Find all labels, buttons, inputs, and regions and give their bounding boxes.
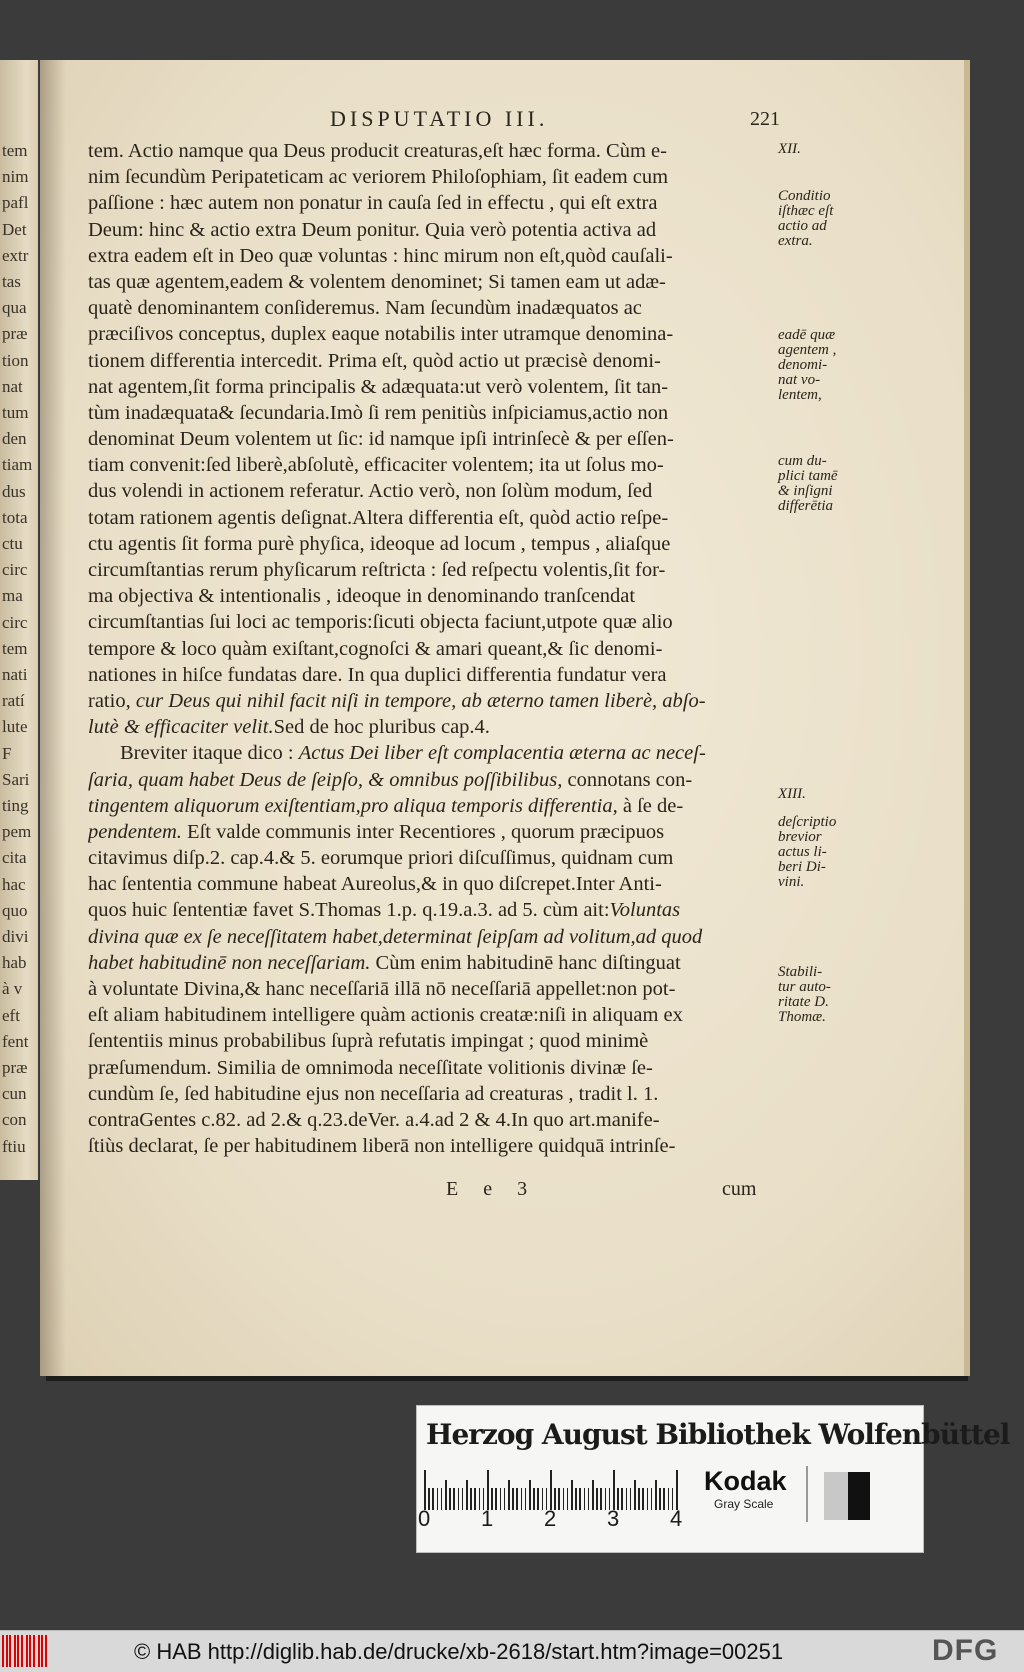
ruler-tick	[655, 1480, 657, 1510]
margin-note-line: denomi-	[778, 357, 828, 374]
left-page-fragment: pafl	[2, 193, 29, 213]
signature-mark: E e 3	[446, 1178, 538, 1200]
text-line	[88, 845, 778, 871]
body-text	[88, 138, 778, 1159]
roman-text: tas quæ agentem,eadem & volentem denominet; Si tamen eam ut adæ-	[88, 270, 666, 293]
ruler-tick	[449, 1488, 451, 1510]
text-line	[88, 321, 778, 347]
margin-note-line: lentem,	[778, 387, 822, 404]
margin-note-line: cum du-	[778, 452, 827, 469]
text-line	[88, 478, 778, 504]
margin-note	[778, 965, 831, 1025]
ruler-tick	[508, 1480, 510, 1510]
left-page-fragment: dus	[2, 481, 26, 501]
margin-note-line: brevior	[778, 829, 822, 846]
text-line	[88, 1002, 778, 1028]
ruler-tick	[584, 1488, 586, 1510]
left-page-fragment: ctu	[2, 534, 23, 553]
roman-text: totam rationem agentis deſignat.Altera differentia eſt, quòd actio reſpe-	[88, 506, 669, 529]
margin-note-line: deſcriptio	[778, 814, 837, 831]
margin-note-line: actus li-	[778, 844, 827, 861]
left-page-fragment: divi	[2, 927, 29, 946]
margin-note-line: tur auto-	[778, 978, 831, 995]
text-line	[88, 583, 778, 609]
roman-text: quos huic ſententiæ favet S.Thomas 1.p. q.19.a.3. ad 5. cùm ait:	[88, 899, 610, 922]
roman-text: tem. Actio namque qua Deus producit creaturas,eſt hæc forma. Cùm e-	[88, 140, 667, 162]
ruler-tick	[563, 1488, 565, 1510]
ruler-tick	[458, 1488, 460, 1510]
text-line	[88, 871, 778, 897]
margin-note	[778, 787, 806, 802]
roman-text: nim ſecundùm Peripateticam ac veriorem Philoſophiam, ſit eadem cum	[88, 166, 669, 189]
roman-text: citavimus diſp.2. cap.4.& 5. eorumque priori diſcuſſimus, quidnam cum	[88, 847, 674, 870]
ruler-tick	[621, 1488, 623, 1510]
text-line	[88, 1055, 778, 1081]
left-page-fragment: tota	[2, 507, 28, 527]
text-line	[88, 819, 778, 845]
margin-note-line: XIII.	[778, 785, 806, 802]
ruler-tick	[441, 1488, 443, 1510]
page-gutter	[40, 60, 66, 1376]
roman-text: præciſivos conceptus, duplex eaque notabilis inter utramque denomina-	[88, 323, 674, 346]
roman-text: tùm inadæquata& ſecundaria.Imò ſi rem penitiùs inſpiciamus,actio non	[88, 401, 669, 424]
ruler-tick	[504, 1488, 506, 1510]
ruler-tick	[676, 1470, 678, 1510]
left-page-fragment: ma	[2, 586, 23, 606]
text-line	[88, 740, 778, 766]
left-page-fragment: nat	[2, 376, 23, 396]
margin-note-line: Thomæ.	[778, 1008, 826, 1025]
text-line	[88, 531, 778, 557]
ruler-tick	[558, 1488, 560, 1510]
text-line	[88, 374, 778, 400]
ruler-tick	[659, 1488, 661, 1510]
ruler-tick	[550, 1470, 552, 1510]
ruler-tick	[462, 1488, 464, 1510]
ruler-tick	[579, 1488, 581, 1510]
ruler-tick	[466, 1480, 468, 1510]
roman-text: Deum: hinc & actio extra Deum ponitur. Quia verò potentia activa ad	[88, 218, 657, 241]
ruler-tick	[647, 1488, 649, 1510]
left-page-fragment: den	[2, 429, 27, 449]
left-page-fragment: tem	[2, 141, 28, 160]
roman-text: tiam convenit:ſed liberè,abſolutè, efficaciter volentem; ita ut ſolus mo-	[88, 454, 664, 477]
kodak-separator	[806, 1466, 808, 1522]
roman-text: ctu agentis ſit forma purè phyſica, ideoque ad locum , tempus , aliaſque	[88, 532, 671, 555]
left-page-fragment: circ	[2, 560, 28, 580]
text-line	[88, 217, 778, 243]
ruler-number: 1	[481, 1506, 494, 1531]
roman-text: ſententiis minus probabilibus ſuprà refutatis impingat ; quod minimè	[88, 1030, 649, 1053]
text-line	[88, 924, 778, 950]
italic-text: habet habitudinē non neceſſariam.	[88, 951, 371, 974]
left-page-fragment: eft	[2, 1005, 20, 1025]
roman-text: Eſt valde communis inter Recentiores , quorum præcipuos	[181, 820, 665, 843]
ruler-tick	[437, 1488, 439, 1510]
ruler-tick	[626, 1488, 628, 1510]
ruler-tick	[470, 1488, 472, 1510]
text-line	[88, 767, 778, 793]
left-page-fragment: cita	[2, 848, 27, 868]
scale-ruler	[424, 1466, 680, 1510]
text-line	[88, 609, 778, 635]
left-page-fragment: tion	[2, 350, 29, 370]
text-line	[88, 897, 778, 923]
ruler-tick	[516, 1488, 518, 1510]
left-page-edge	[0, 60, 38, 1180]
catchword: cum	[722, 1178, 757, 1200]
text-line	[88, 452, 778, 478]
roman-text: ma objectiva & intentionalis , ideoque in denominando tranſcendat	[88, 585, 636, 608]
ruler-tick	[596, 1488, 598, 1510]
roman-text: Breviter itaque dico :	[120, 742, 299, 765]
ruler-number: 0	[418, 1506, 431, 1531]
roman-text: Cùm enim habitudinē hanc diſtinguat	[370, 951, 681, 974]
ruler-tick	[424, 1470, 426, 1510]
left-page-fragment: à v	[2, 979, 23, 999]
roman-text: tempore & loco quàm exiſtant,cognoſci & amari queant,& ſic denomi-	[88, 637, 663, 660]
ruler-tick	[638, 1488, 640, 1510]
roman-text: hac ſententia commune habeat Aureolus,& in quo diſcrepet.Inter Anti-	[88, 873, 662, 896]
left-page-fragment: con	[2, 1110, 27, 1130]
ruler-tick	[432, 1488, 434, 1510]
left-page-fragment: lute	[2, 717, 28, 737]
margin-note-line: iſthæc eſt	[778, 203, 834, 220]
left-page-fragment: ratí	[2, 691, 25, 711]
text-line	[88, 793, 778, 819]
ruler-tick	[479, 1488, 481, 1510]
left-page-fragment: tiam	[2, 455, 33, 475]
text-line	[88, 243, 778, 269]
text-line	[88, 269, 778, 295]
text-line	[88, 1107, 778, 1133]
margin-note-line: nat vo-	[778, 372, 821, 389]
ruler-tick	[567, 1488, 569, 1510]
ruler-tick	[642, 1488, 644, 1510]
text-line	[88, 348, 778, 374]
margin-note-line: ritate D.	[778, 993, 829, 1010]
margin-note-line: Stabili-	[778, 963, 823, 980]
ruler-tick	[537, 1488, 539, 1510]
roman-text: connotans con-	[562, 768, 693, 791]
italic-text: tingentem aliquorum exiſtentiam,pro aliqua temporis differentia,	[88, 794, 618, 817]
text-line	[88, 976, 778, 1002]
margin-note-line: differētia	[778, 497, 833, 514]
left-page-fragment: hac	[2, 874, 26, 894]
roman-text: à ſe de-	[617, 794, 684, 817]
margin-note	[778, 189, 833, 249]
kodak-logo: Kodak	[704, 1466, 787, 1496]
roman-text: dus volendi in actionem referatur. Actio verò, non ſolùm modum, ſed	[88, 480, 653, 503]
margin-note-line: Conditio	[778, 188, 831, 205]
margin-note-line: agentem ,	[778, 342, 837, 359]
ruler-number: 4	[670, 1506, 683, 1531]
margin-note-line: & inſigni	[778, 482, 833, 499]
text-line	[88, 1081, 778, 1107]
roman-text: contraGentes c.82. ad 2.& q.23.deVer. a.4.ad 2 & 4.In quo art.manife-	[88, 1108, 660, 1131]
footer-bar	[0, 1630, 1024, 1672]
ruler-tick	[500, 1488, 502, 1510]
roman-text: cundùm ſe, ſed habitudine ejus non neceſſaria ad creaturas , tradit l. 1.	[88, 1082, 659, 1105]
text-line	[88, 400, 778, 426]
ruler-tick	[529, 1480, 531, 1510]
italic-text: Actus Dei liber eſt complacentia æterna ac neceſ-	[298, 742, 706, 765]
text-line	[88, 950, 778, 976]
left-page-fragment: præ	[2, 324, 28, 344]
left-page-fragment: pem	[2, 822, 32, 842]
library-name: Herzog August Bibliothek Wolfenbüttel	[426, 1418, 1010, 1451]
text-line	[88, 426, 778, 452]
left-page-fragment: hab	[2, 953, 27, 973]
ruler-number: 2	[544, 1506, 557, 1531]
left-page-fragment: ftiu	[2, 1136, 26, 1156]
margin-note-line: plici tamē	[778, 467, 838, 484]
ruler-tick	[445, 1480, 447, 1510]
roman-text: ſtiùs declarat, ſe per habitudinem liberā non intelligere quidquā intrinſe-	[88, 1135, 676, 1158]
text-line	[88, 1133, 778, 1159]
roman-text: à voluntate Divina,& hanc neceſſariā illā nō neceſſariā appellet:non pot-	[88, 978, 676, 1000]
margin-note-line: extra.	[778, 233, 813, 250]
ruler-tick	[592, 1480, 594, 1510]
text-line	[88, 190, 778, 216]
ruler-tick	[533, 1488, 535, 1510]
left-page-fragment: cun	[2, 1084, 27, 1104]
running-head: DISPUTATIO III.	[330, 106, 549, 131]
roman-text: Sed de hoc pluribus cap.4.	[273, 716, 490, 739]
ruler-tick	[495, 1488, 497, 1510]
roman-text: tionem differentia intercedit. Prima eſt, quòd actio ut præcisè denomi-	[88, 349, 661, 372]
italic-text: pendentem.	[88, 820, 182, 843]
margin-note	[778, 142, 801, 157]
copyright-link[interactable]: © HAB http://diglib.hab.de/drucke/xb-2618/start.htm?image=00251	[134, 1639, 784, 1664]
margin-note-line: beri Di-	[778, 859, 826, 876]
text-line	[88, 138, 778, 164]
left-page-fragment: qua	[2, 298, 27, 318]
left-page-fragment: fent	[2, 1031, 29, 1051]
left-page-fragment: tem	[2, 638, 28, 658]
left-page-fragment: nim	[2, 167, 29, 187]
italic-text: Voluntas	[609, 899, 681, 922]
italic-text: lutè & efficaciter velit.	[88, 716, 274, 739]
ruler-tick	[453, 1488, 455, 1510]
black-patch	[848, 1472, 870, 1520]
ruler-tick	[634, 1480, 636, 1510]
ruler-tick	[487, 1470, 489, 1510]
margin-note	[778, 454, 838, 514]
dfg-logo: DFG	[932, 1634, 999, 1667]
roman-text: extra eadem eſt in Deo quæ voluntas : hinc mirum non eſt,quòd cauſali-	[88, 244, 673, 267]
left-page-fragment: Sari	[2, 769, 30, 789]
left-page-fragment: F	[2, 743, 12, 763]
left-page-fragment: ting	[2, 796, 29, 815]
left-page-fragment: nati	[2, 665, 28, 684]
ruler-tick	[613, 1470, 615, 1510]
barcode-icon	[2, 1635, 48, 1667]
ruler-tick	[588, 1488, 590, 1510]
roman-text: nat agentem,ſit forma principalis & adæquata:ut verò volentem, ſit tan-	[88, 375, 669, 398]
text-line	[88, 1028, 778, 1054]
ruler-tick	[600, 1488, 602, 1510]
margin-note-line: XII.	[778, 141, 801, 157]
ruler-tick	[575, 1488, 577, 1510]
ruler-tick	[630, 1488, 632, 1510]
text-line	[88, 557, 778, 583]
left-page-fragment: Det	[2, 219, 27, 239]
roman-text: eſt aliam habitudinem intelligere quàm actionis creatæ:niſi in aliquam ex	[88, 1004, 683, 1027]
ruler-tick	[571, 1480, 573, 1510]
text-line	[88, 295, 778, 321]
roman-text: ratio,	[88, 689, 136, 712]
italic-text: cur Deus qui nihil facit niſi in tempore, ab æterno tamen liberè, abſo-	[135, 689, 706, 712]
roman-text: denominat Deum volentem ut ſic: id namque ipſi intrinſecè & per eſſen-	[88, 428, 674, 451]
roman-text: nationes in hiſce fundatas dare. In qua duplici differentia fundatur vera	[88, 663, 667, 686]
ruler-tick	[512, 1488, 514, 1510]
margin-note-line: eadē quæ	[778, 327, 836, 344]
text-line	[88, 505, 778, 531]
left-page-fragment: circ	[2, 612, 28, 632]
ruler-tick	[663, 1488, 665, 1510]
left-page-fragment: quo	[2, 900, 28, 920]
ruler-number: 3	[607, 1506, 620, 1531]
roman-text: quatè denominantem conſideremus. Nam ſecundùm inadæquatos ac	[88, 297, 642, 320]
margin-note-line: actio ad	[778, 218, 827, 235]
folio-number: 221	[750, 108, 780, 130]
ruler-tick	[474, 1488, 476, 1510]
left-page-fragment: præ	[2, 1058, 28, 1077]
italic-text: ſaria, quam habet Deus de ſeipſo, & omnibus poſſibilibus,	[88, 768, 563, 791]
text-line	[88, 636, 778, 662]
ruler-tick	[542, 1488, 544, 1510]
ruler-tick	[668, 1488, 670, 1510]
roman-text: paſſione : hæc autem non ponatur in cauſa ſed in effectu , qui eſt extra	[88, 192, 658, 215]
ruler-tick	[521, 1488, 523, 1510]
text-line	[88, 714, 778, 740]
ruler-tick	[651, 1488, 653, 1510]
text-line	[88, 164, 778, 190]
roman-text: circumſtantias rerum phyſicarum reſtricta : ſed reſpectu volentis,ſit for-	[88, 559, 666, 581]
left-page-fragment: extr	[2, 245, 29, 265]
roman-text: præſumendum. Similia de omnimoda neceſſitate volitionis divinæ ſe-	[88, 1056, 653, 1079]
text-line	[88, 688, 778, 714]
left-page-fragment: tas	[2, 272, 21, 291]
left-page-fragment: tum	[2, 403, 29, 422]
margin-note-line: vini.	[778, 874, 805, 891]
italic-text: divina quæ ex ſe neceſſitatem habet,determinat ſeipſam ad volitum,ad quod	[88, 925, 703, 948]
roman-text: circumſtantias ſui loci ac temporis:ſicuti objecta faciunt,utpote quæ alio	[88, 611, 673, 634]
margin-note	[778, 815, 836, 890]
text-line	[88, 662, 778, 688]
ruler-tick	[605, 1488, 607, 1510]
margin-note	[778, 328, 836, 403]
gray-scale-label: Gray Scale	[714, 1497, 774, 1511]
ruler-tick	[525, 1488, 527, 1510]
